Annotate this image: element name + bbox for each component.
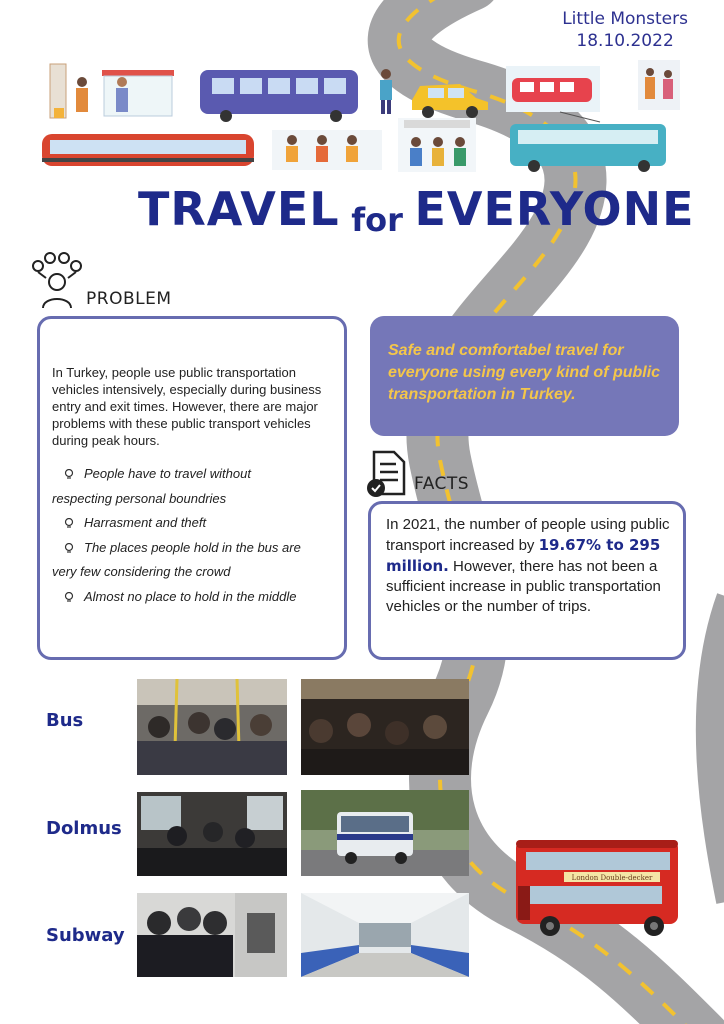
double-decker-bus-illustration xyxy=(508,834,684,938)
thinking-person-icon xyxy=(28,252,86,310)
slogan-box: Safe and comfortabel travel for everyone using every kind of public transportation in Turkey. xyxy=(370,316,679,436)
document-check-icon xyxy=(366,450,408,498)
crowded-dolmus-photo xyxy=(137,792,287,876)
row-label-dolmus: Dolmus xyxy=(46,818,122,839)
row-label-subway: Subway xyxy=(46,925,125,946)
crowded-subway-photo xyxy=(137,893,287,977)
bus-sign-text: London Double-decker xyxy=(571,874,653,882)
tram-station-illustration xyxy=(506,66,600,112)
crowded-bus-night-photo xyxy=(301,679,469,775)
lightbulb-icon xyxy=(64,469,74,479)
bullet-continuation: respecting personal boundries xyxy=(52,490,227,506)
dolmus-minibus-photo xyxy=(301,790,469,876)
title-travel: TRAVEL xyxy=(138,182,340,236)
problem-heading: PROBLEM xyxy=(86,289,172,309)
header xyxy=(562,8,688,52)
bullet-continuation: very few considering the crowd xyxy=(52,564,231,580)
red-tram-illustration xyxy=(42,134,254,166)
facts-heading: FACTS xyxy=(414,474,470,494)
row-label-bus: Bus xyxy=(46,710,84,731)
poster-title xyxy=(138,182,695,239)
crowded-bus-photo xyxy=(137,679,287,775)
person-illustration xyxy=(380,69,392,114)
trolleybus-illustration xyxy=(510,112,666,172)
blue-bus-illustration xyxy=(200,70,358,122)
lightbulb-icon xyxy=(64,518,74,528)
bus-stop-shelter-illustration xyxy=(398,118,476,172)
passengers-holding-illustration xyxy=(638,60,680,110)
header-date: 18.10.2022 xyxy=(576,31,674,51)
bullet-item: People have to travel without xyxy=(52,462,342,487)
team-name: Little Monsters xyxy=(562,9,688,29)
bullet-item: The places people hold in the bus are xyxy=(52,536,342,561)
empty-subway-car-photo xyxy=(301,893,469,977)
taxi-illustration xyxy=(412,84,488,118)
title-for: for xyxy=(351,201,403,239)
lightbulb-icon xyxy=(64,543,74,553)
facts-highlight: 19.67% to 295 million. xyxy=(386,536,661,575)
title-everyone: EVERYONE xyxy=(414,182,695,236)
waiting-people-illustration xyxy=(272,130,382,170)
bullet-item: Almost no place to hold in the middle xyxy=(52,585,342,610)
bullet-item: Harrasment and theft xyxy=(52,511,342,536)
lightbulb-icon xyxy=(64,592,74,602)
transport-illustrations xyxy=(40,58,690,180)
problem-intro: In Turkey, people use public transportation vehicles intensively, especially during business entry and exit times. However, there are major problems with these public transport vehicles during peak hours. xyxy=(52,365,322,448)
bus-stop-people-illustration xyxy=(50,64,174,118)
problem-bullets xyxy=(52,462,342,610)
facts-text: In 2021, the number of people using public transport increased by 19.67% to 295 million. However, there has not been a sufficient increase in public transportation vehicles or the number of trips. xyxy=(386,516,670,615)
